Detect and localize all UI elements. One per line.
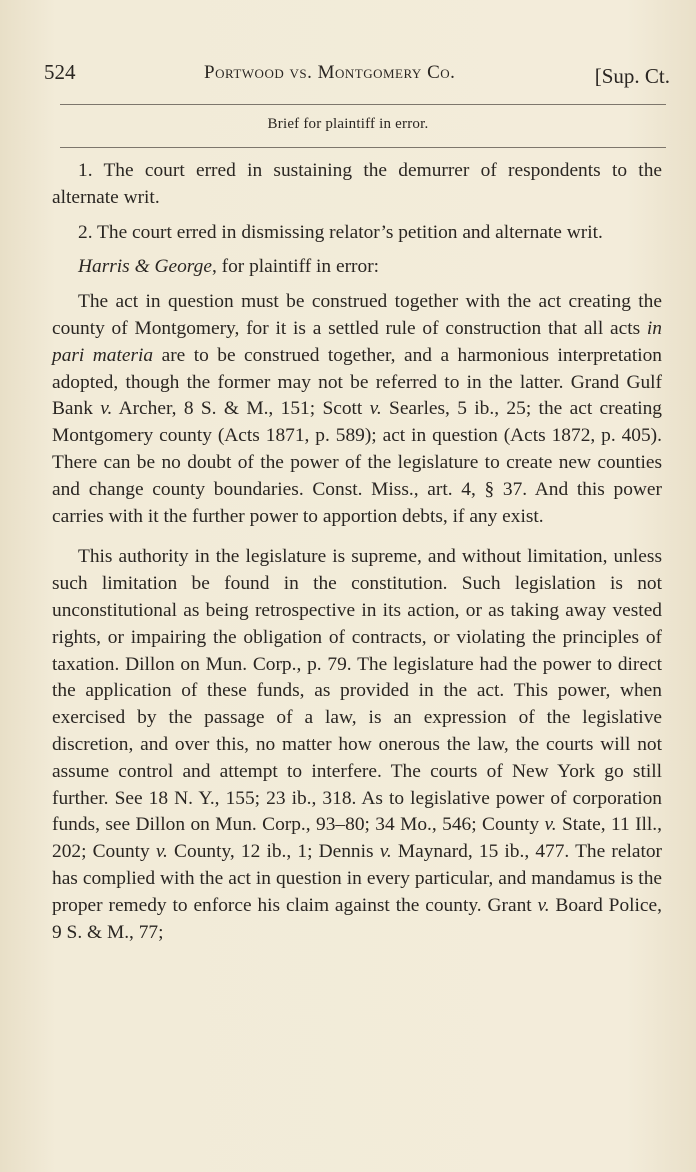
italic-text: v. — [369, 398, 382, 420]
paragraph — [52, 158, 662, 212]
italic-text: v. — [544, 814, 557, 836]
italic-text: v. — [537, 894, 550, 916]
page-header — [44, 58, 670, 92]
italic-text: in pari materia — [52, 317, 662, 366]
body-text — [52, 158, 662, 946]
italic-text: v. — [155, 841, 168, 863]
paragraph — [52, 289, 662, 530]
page-number: 524 — [44, 60, 76, 84]
text-run: Archer, 8 S. & M., 151; Scott — [112, 398, 370, 420]
section-subheader: Brief for plaintiff in error. — [267, 116, 429, 132]
text-run: , for plaintiff in error: — [211, 256, 380, 278]
text-run: Searles, 5 ib., 25; the act creating Montgomery county (Acts 1871, p. 589); act in question (Acts 1872, p. 405). There can be no doubt of the power of the legislature to create new counties and change county boundaries. Const. Miss., art. 4, § 37. And this power carries with it the further power to apportion debts, if any exist. — [52, 398, 663, 527]
text-run: This authority in the legislature is supreme, and without limitation, unless such limitation be found in the constitution. Such legislation is not unconstitutional as being retrospective in its action, or as taking away vested rights, or impairing the obligation of contracts, or violating the principles of taxation. Dillon on Mun. Corp., p. 79. The legislature had the power to direct the application of these funds, as provided in the act. This power, when exercised by the passage of a law, is an expression of the legislative discretion, and over this, no matter how onerous the law, the courts will not assume control and attempt to interfere. The courts of New York go still further. See 18 N. Y., 155; 23 ib., 318. As to legislative power of corporation funds, see Dillon on Mun. Corp., 93–80; 34 Mo., 546; County — [52, 546, 662, 836]
italic-text: v. — [100, 398, 113, 420]
header-rule — [60, 104, 666, 105]
court-label: [Sup. Ct. — [594, 64, 670, 88]
text-run: Board Police, 9 S. & M., 77; — [52, 894, 662, 943]
text-run: are to be construed together, and a harmonious interpretation adopted, though the former may not be referred to in the latter. Grand Gulf Bank — [52, 344, 662, 420]
text-run: State, 11 Ill., 202; County — [52, 814, 663, 863]
text-run: County, 12 ib., 1; Dennis — [167, 841, 380, 863]
text-run: 2. The court erred in dismissing relator’s petition and alternate writ. — [78, 221, 603, 243]
running-title: Portwood vs. Montgomery Co. — [204, 62, 456, 83]
italic-text: v. — [379, 841, 392, 863]
paragraph — [52, 544, 662, 946]
paragraph — [52, 254, 662, 281]
text-run: 1. The court erred in sustaining the demurrer of respondents to the alternate writ. — [52, 160, 662, 208]
subheader-rule — [60, 147, 666, 148]
text-run: The act in question must be construed together with the act creating the county of Montgomery, for it is a settled rule of construction that all acts — [52, 291, 662, 339]
paragraph — [52, 220, 662, 247]
text-run: Maynard, 15 ib., 477. The relator has complied with the act in question in every particular, and mandamus is the proper remedy to enforce his claim against the county. Grant — [52, 841, 662, 916]
italic-text: Harris & George — [78, 256, 212, 278]
